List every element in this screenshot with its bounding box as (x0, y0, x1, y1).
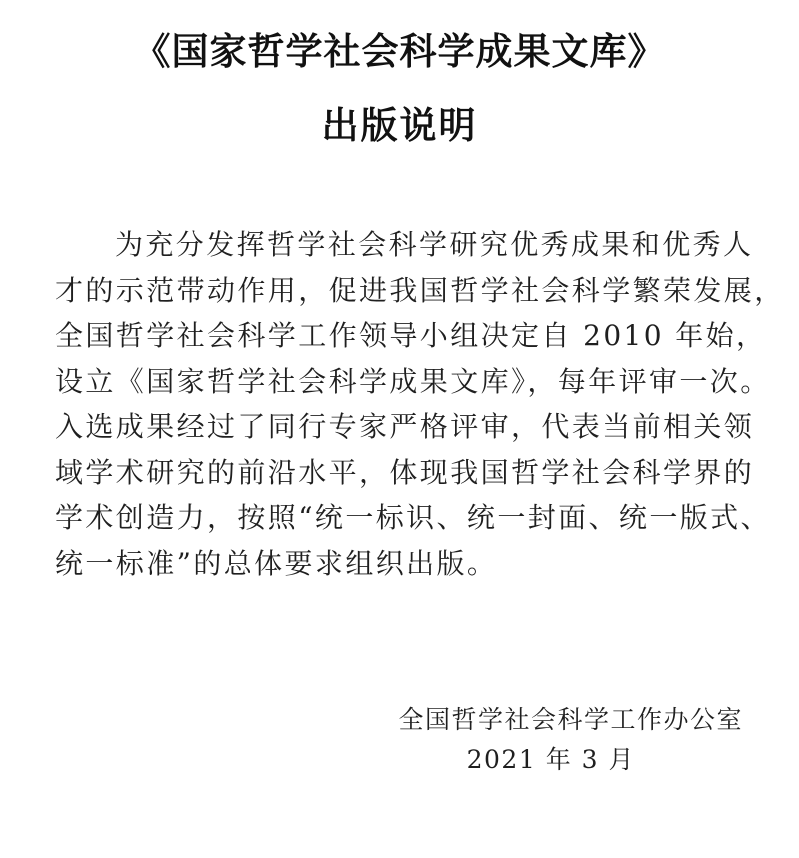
body-text (55, 222, 785, 586)
signature-block (398, 700, 743, 780)
document-subtitle: 出版说明 (321, 104, 478, 147)
document-title: 《国家哲学社会科学成果文库》 (133, 30, 666, 73)
signature-date: 2021 年 3 月 (466, 745, 635, 774)
signature-organization: 全国哲学社会科学工作办公室 (398, 705, 743, 734)
body-line: 为充分发挥哲学社会科学研究优秀成果和优秀人 (115, 228, 754, 261)
body-line: 统一标准”的总体要求组织出版。 (55, 546, 498, 580)
body-line: 入选成果经过了同行专家严格评审，代表当前相关领 (55, 410, 755, 443)
body-line: 才的示范带动作用，促进我国哲学社会科学繁荣发展， (55, 273, 785, 307)
body-line: 全国哲学社会科学工作领导小组决定自 2010 年始， (55, 319, 767, 352)
body-line: 设立《国家哲学社会科学成果文库》，每年评审一次。 (55, 364, 771, 398)
body-line: 学术创造力，按照“统一标识、统一封面、统一版式、 (55, 501, 771, 534)
body-line: 域学术研究的前沿水平，体现我国哲学社会科学界的 (55, 455, 755, 489)
